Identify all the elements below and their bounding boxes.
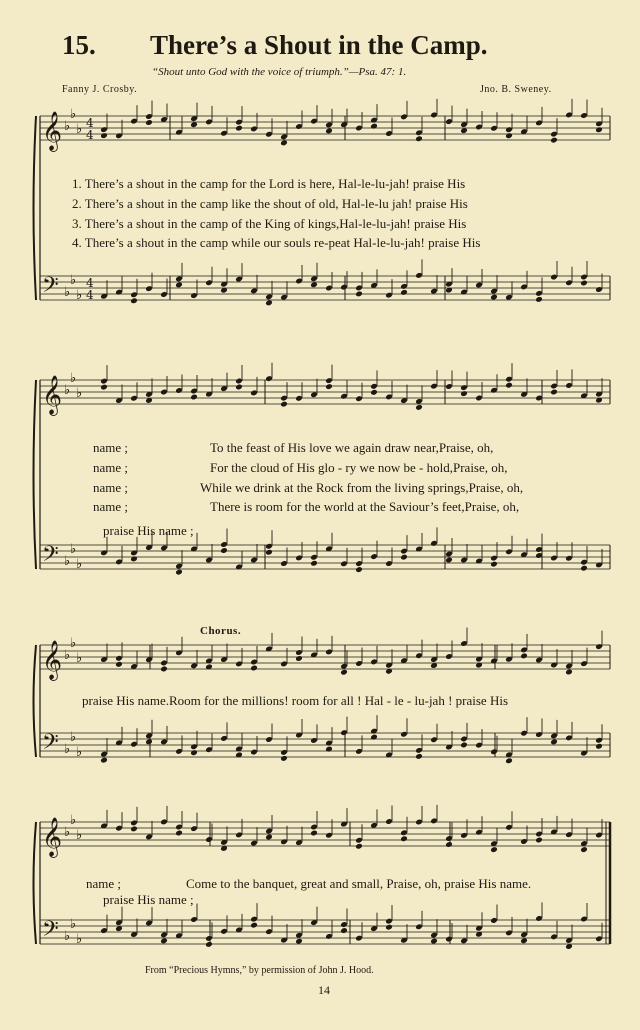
treble-note	[370, 389, 378, 396]
stanza-cont-line-4: There is room for the world at the Saviour’s feet,Praise, oh,	[210, 499, 520, 514]
flat-sign: ♭	[64, 383, 71, 398]
flat-sign: ♭	[64, 742, 71, 757]
composer-credit: Jno. B. Sweney.	[480, 84, 552, 95]
treble-note	[460, 390, 468, 397]
flat-sign: ♭	[76, 288, 83, 303]
treble-note	[445, 841, 453, 848]
brace	[34, 645, 37, 757]
treble-note	[490, 846, 498, 853]
chorus-name: name ;	[86, 876, 122, 891]
flat-sign: ♭	[64, 929, 71, 944]
treble-note	[595, 126, 603, 133]
bass-note	[325, 746, 333, 753]
bass-note	[280, 755, 288, 762]
treble-clef: 𝄞	[42, 111, 63, 151]
treble-note	[325, 383, 333, 390]
flat-sign: ♭	[70, 917, 77, 932]
bass-note	[160, 937, 168, 944]
treble-clef: 𝄞	[42, 375, 63, 415]
treble-note	[415, 135, 423, 142]
bass-note	[205, 941, 213, 948]
treble-note	[565, 669, 573, 676]
chorus-line-1: praise His name.Room for the millions! room for all ! Hal - le - lu-jah ! praise His	[82, 693, 509, 708]
flat-sign: ♭	[70, 636, 77, 651]
flat-sign: ♭	[76, 386, 83, 401]
stanza-cont-line-2: For the cloud of His glo - ry we now be - hold,Praise, oh,	[210, 460, 508, 475]
time-signature-top: 4	[86, 276, 94, 290]
time-signature-bottom: 4	[86, 288, 94, 302]
treble-note	[355, 843, 363, 850]
time-signature-bottom: 4	[86, 128, 94, 142]
treble-note	[505, 132, 513, 139]
treble-clef: 𝄞	[42, 640, 63, 680]
treble-note	[325, 128, 333, 135]
treble-note	[310, 830, 318, 837]
bass-clef: 𝄢	[42, 730, 59, 760]
flat-sign: ♭	[76, 828, 83, 843]
stanza-line-4: 4. There’s a shout in the camp while our souls re-peat Hal-le-lu-jah! praise His	[72, 235, 481, 250]
scripture-epigraph: “Shout unto God with the voice of triumph.”—Psa. 47: 1.	[152, 66, 407, 78]
treble-note	[550, 389, 558, 396]
treble-note	[115, 661, 123, 668]
flat-sign: ♭	[64, 825, 71, 840]
bass-note	[265, 549, 273, 556]
brace	[34, 116, 37, 300]
bass-note	[250, 922, 258, 929]
brace	[34, 380, 37, 569]
treble-note	[145, 119, 153, 126]
treble-note	[265, 834, 273, 841]
bass-note	[400, 289, 408, 296]
bass-note	[130, 556, 138, 563]
bass-note	[220, 547, 228, 554]
treble-note	[160, 666, 168, 673]
stanza-line-3: 3. There’s a shout in the camp of the King of kings,Hal-le-lu-jah! praise His	[72, 216, 467, 231]
flat-sign: ♭	[64, 554, 71, 569]
flat-sign: ♭	[76, 932, 83, 947]
refrain-echo: praise His name ;	[103, 523, 194, 538]
treble-note	[280, 401, 288, 408]
stanza-line-1: 1. There’s a shout in the camp for the Lord is here, Hal-le-lu-jah! praise His	[72, 176, 466, 191]
bass-note	[265, 299, 273, 306]
bass-note	[415, 753, 423, 760]
bass-note	[400, 554, 408, 561]
treble-note	[235, 384, 243, 391]
flat-sign: ♭	[70, 730, 77, 745]
bass-note	[370, 734, 378, 741]
bass-note	[445, 557, 453, 564]
hymn-title: There’s a Shout in the Camp.	[150, 30, 488, 60]
permission-credit: From “Precious Hymns,” by permission of John J. Hood.	[145, 965, 374, 976]
bass-note	[175, 282, 183, 289]
chorus-label: Chorus.	[200, 625, 242, 637]
bass-clef: 𝄢	[42, 273, 59, 303]
treble-note	[295, 655, 303, 662]
bass-note	[460, 742, 468, 749]
bass-note	[175, 569, 183, 576]
bass-note	[340, 927, 348, 934]
bass-note	[580, 280, 588, 287]
bass-clef: 𝄢	[42, 917, 59, 947]
treble-note	[130, 826, 138, 833]
bass-note	[295, 938, 303, 945]
flat-sign: ♭	[76, 745, 83, 760]
treble-note	[580, 846, 588, 853]
bass-note	[505, 757, 513, 764]
treble-note	[100, 384, 108, 391]
flat-sign: ♭	[64, 285, 71, 300]
bass-note	[145, 738, 153, 745]
treble-note	[400, 835, 408, 842]
flat-sign: ♭	[64, 119, 71, 134]
flat-sign: ♭	[70, 813, 77, 828]
flat-sign: ♭	[76, 122, 83, 137]
time-signature-top: 4	[86, 116, 94, 130]
treble-note	[250, 665, 258, 672]
bass-clef: 𝄢	[42, 542, 59, 572]
flat-sign: ♭	[76, 557, 83, 572]
bass-note	[310, 560, 318, 567]
bass-note	[490, 561, 498, 568]
treble-note	[370, 123, 378, 130]
stanza-cont-name-2: name ;	[93, 460, 129, 475]
flat-sign: ♭	[70, 107, 77, 122]
treble-note	[340, 669, 348, 676]
bass-note	[190, 749, 198, 756]
stanza-line-2: 2. There’s a shout in the camp like the shout of old, Hal-le-lu jah! praise His	[72, 196, 468, 211]
treble-note	[505, 382, 513, 389]
bass-note	[385, 924, 393, 931]
bass-note	[430, 938, 438, 945]
treble-note	[175, 830, 183, 837]
lyricist-credit: Fanny J. Crosby.	[62, 84, 138, 95]
chorus-line-2: Come to the banquet, great and small, Praise, oh, praise His name.	[186, 876, 532, 891]
flat-sign: ♭	[64, 648, 71, 663]
stanza-cont-line-3: While we drink at the Rock from the living springs,Praise, oh,	[200, 480, 524, 495]
bass-note	[535, 296, 543, 303]
treble-note	[550, 137, 558, 144]
hymn-number: 15.	[62, 30, 96, 60]
stanza-cont-name-1: name ;	[93, 440, 129, 455]
flat-sign: ♭	[70, 273, 77, 288]
bass-note	[355, 291, 363, 298]
treble-clef: 𝄞	[42, 817, 63, 857]
treble-note	[415, 404, 423, 411]
stanza-cont-name-4: name ;	[93, 499, 129, 514]
treble-note	[190, 394, 198, 401]
treble-note	[520, 653, 528, 660]
stanza-cont-line-1: To the feast of His love we again draw near,Praise, oh,	[210, 440, 494, 455]
bass-note	[550, 739, 558, 746]
treble-note	[100, 132, 108, 139]
treble-note	[535, 837, 543, 844]
bass-note	[490, 294, 498, 301]
bass-note	[595, 743, 603, 750]
bass-note	[130, 297, 138, 304]
bass-note	[355, 566, 363, 573]
flat-sign: ♭	[70, 371, 77, 386]
flat-sign: ♭	[76, 651, 83, 666]
brace	[34, 822, 37, 944]
bass-note	[580, 565, 588, 572]
chorus-echo: praise His name ;	[103, 892, 194, 907]
stanza-cont-name-3: name ;	[93, 480, 129, 495]
flat-sign: ♭	[70, 542, 77, 557]
treble-note	[280, 140, 288, 147]
page-number: 14	[318, 983, 330, 997]
bass-note	[100, 757, 108, 764]
treble-note	[235, 125, 243, 132]
